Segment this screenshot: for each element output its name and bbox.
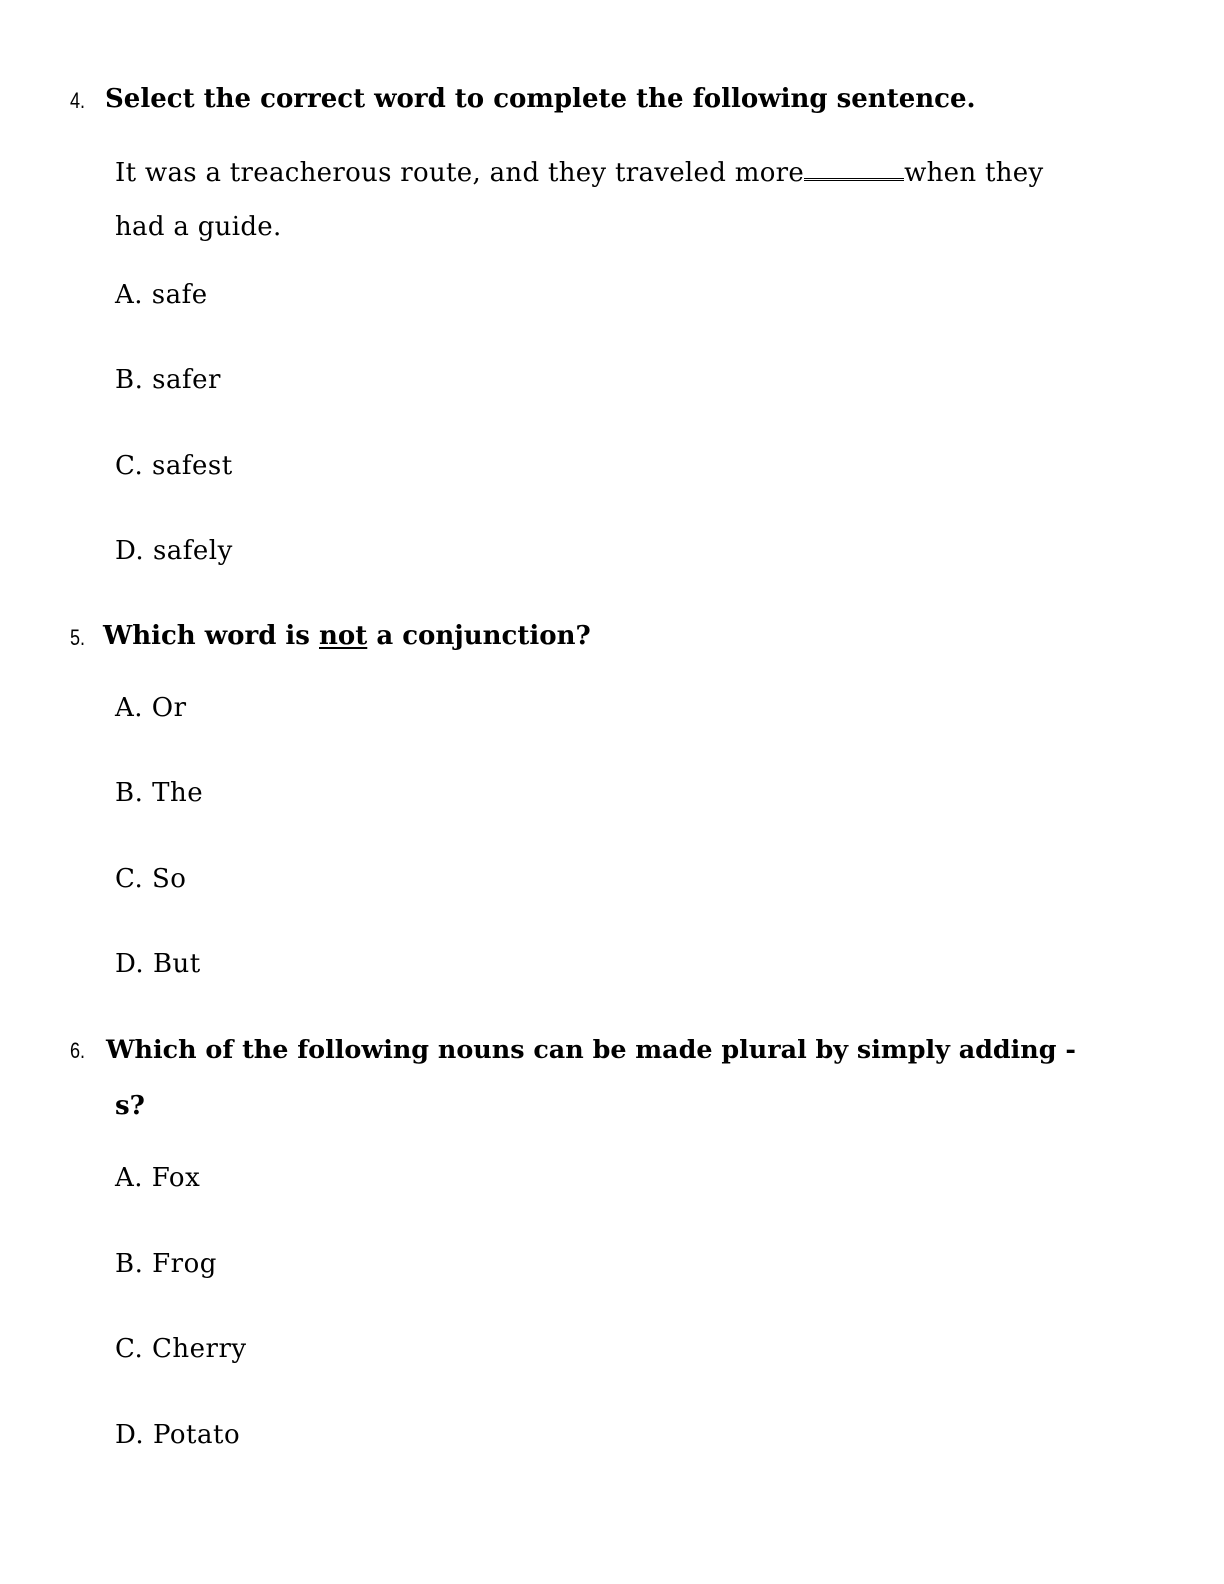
question-number: 5. xyxy=(70,625,86,650)
question-sentence-line-2: had a guide. xyxy=(115,212,282,242)
option-b: B. Frog xyxy=(115,1249,217,1279)
option-a: A. Fox xyxy=(115,1163,201,1193)
option-d: D. But xyxy=(115,949,201,979)
prompt-part: a conjunction? xyxy=(367,621,591,651)
option-a: A. safe xyxy=(115,280,208,310)
question-prompt: Select the correct word to complete the following sentence. xyxy=(105,84,976,114)
question-prompt xyxy=(103,621,591,651)
answer-blank xyxy=(804,156,904,181)
option-b: B. safer xyxy=(115,365,221,395)
option-d: D. safely xyxy=(115,536,233,566)
sentence-before-blank: It was a treacherous route, and they traveled more xyxy=(115,158,805,188)
prompt-part: Which word is xyxy=(103,621,319,651)
sentence-after-blank: when they xyxy=(904,158,1044,188)
question-prompt-line-1: Which of the following nouns can be made plural by simply adding - xyxy=(106,1034,1076,1064)
option-c: C. Cherry xyxy=(115,1334,247,1364)
option-d: D. Potato xyxy=(115,1420,241,1450)
option-b: B. The xyxy=(115,778,204,808)
emphasized-word: not xyxy=(319,621,368,651)
option-a: A. Or xyxy=(115,693,187,723)
question-number: 6. xyxy=(70,1038,86,1063)
question-sentence-line-1 xyxy=(115,156,1043,188)
option-c: C. So xyxy=(115,864,187,894)
question-number: 4. xyxy=(70,88,86,113)
option-c: C. safest xyxy=(115,451,233,481)
question-prompt-line-2: s? xyxy=(115,1091,145,1121)
